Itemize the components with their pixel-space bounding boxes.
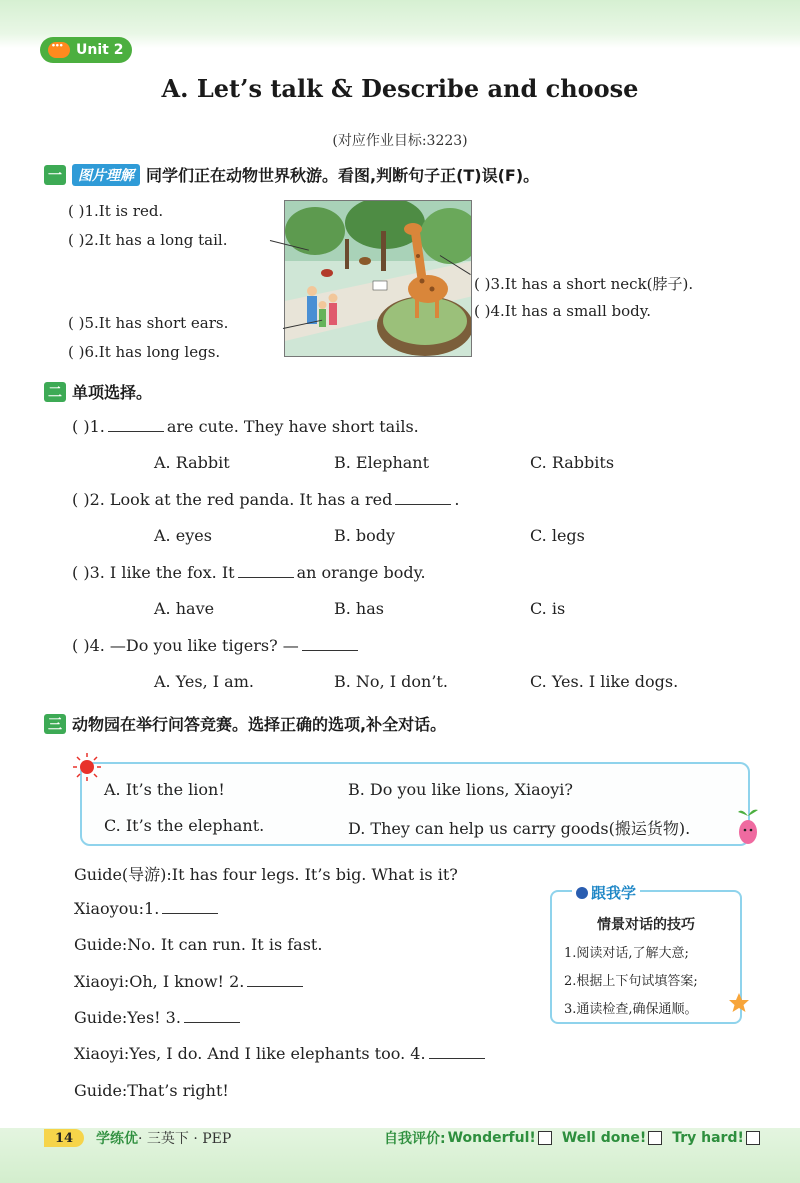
tip-head-label: 跟我学 <box>591 884 637 902</box>
book-name: 学练优 <box>96 1131 138 1147</box>
option-a: A. Yes, I am. <box>154 672 254 691</box>
option-a: A. Rabbit <box>154 453 230 472</box>
dialogue-text: Xiaoyi:Oh, I know! 2. <box>74 972 245 991</box>
dialogue-line-7: Guide:That’s right! <box>74 1081 229 1100</box>
eval-checkbox-well-done[interactable] <box>648 1131 662 1145</box>
option-c: C. legs <box>530 526 585 545</box>
section-instruction: 动物园在举行问答竞赛。选择正确的选项,补全对话。 <box>72 715 447 734</box>
eval-option-well-done: Well done! <box>561 1130 647 1146</box>
sun-icon <box>72 752 102 782</box>
option-c: C. Yes. I like dogs. <box>530 672 679 691</box>
dialogue-line-5 <box>74 1008 243 1027</box>
option-c: C. is <box>530 599 566 618</box>
choice-a: A. It’s the lion! <box>104 780 225 799</box>
speech-bubble-icon <box>48 42 70 58</box>
eval-option-wonderful: Wonderful! <box>447 1130 536 1146</box>
zoo-giraffe-picture <box>284 200 472 357</box>
star-icon <box>728 992 750 1014</box>
section-number: 二 <box>44 382 66 402</box>
question-stem-part: an orange body. <box>296 563 426 582</box>
page-title: A. Let’s talk & Describe and choose <box>161 74 639 103</box>
section-number: 三 <box>44 714 66 734</box>
option-b: B. No, I don’t. <box>334 672 448 691</box>
section-number: 一 <box>44 165 66 185</box>
section-2-header <box>44 380 152 403</box>
book-title <box>96 1128 231 1148</box>
dialogue-line-6 <box>74 1044 488 1063</box>
question-stem-part: ( )4. —Do you like tigers? — <box>72 636 299 655</box>
answer-blank[interactable] <box>395 491 451 505</box>
dialogue-line-3: Guide:No. It can run. It is fast. <box>74 935 323 954</box>
answer-blank[interactable] <box>238 564 294 578</box>
option-b: B. has <box>334 599 384 618</box>
option-c: C. Rabbits <box>530 453 615 472</box>
tip-box <box>550 884 742 1024</box>
eval-option-try-hard: Try hard! <box>672 1130 744 1146</box>
answer-blank[interactable] <box>429 1045 485 1059</box>
mc-question-1 <box>72 417 419 436</box>
tip-line-2: 2.根据上下句试填答案; <box>564 974 698 989</box>
dialogue-line-1: Guide(导游):It has four legs. It’s big. What is it? <box>74 865 458 884</box>
option-a: A. have <box>154 599 215 618</box>
answer-blank[interactable] <box>247 973 303 987</box>
answer-blank[interactable] <box>162 900 218 914</box>
tf-item-2: ( )2.It has a long tail. <box>68 231 228 249</box>
dialogue-line-2 <box>74 899 221 918</box>
dialogue-text: Xiaoyou:1. <box>74 899 160 918</box>
dialogue-text: Xiaoyi:Yes, I do. And I like elephants too. 4. <box>74 1044 426 1063</box>
tip-line-1: 1.阅读对话,了解大意; <box>564 946 689 961</box>
section-tag: 图片理解 <box>72 164 140 186</box>
mc-question-2 <box>72 490 459 509</box>
unit-label: Unit 2 <box>76 42 124 58</box>
tf-item-1: ( )1.It is red. <box>68 202 164 220</box>
section-3-header <box>44 712 446 735</box>
tip-title: 情景对话的技巧 <box>597 917 695 933</box>
bean-mascot-icon <box>736 806 760 846</box>
mc-question-4 <box>72 636 361 655</box>
question-stem-part: ( )2. Look at the red panda. It has a red <box>72 490 393 509</box>
answer-blank[interactable] <box>108 418 164 432</box>
page-number: 14 <box>44 1129 84 1147</box>
dialogue-text: Guide:Yes! 3. <box>74 1008 181 1027</box>
answer-blank[interactable] <box>302 637 358 651</box>
answer-blank[interactable] <box>184 1009 240 1023</box>
eval-checkbox-try-hard[interactable] <box>746 1131 760 1145</box>
choice-c: C. It’s the elephant. <box>104 816 265 835</box>
eval-checkbox-wonderful[interactable] <box>538 1131 552 1145</box>
tf-item-3: ( )3.It has a short neck(脖子). <box>474 275 694 293</box>
tf-item-4: ( )4.It has a small body. <box>474 302 651 320</box>
unit-badge <box>40 37 132 63</box>
giraffe-scene-illustration <box>285 201 472 357</box>
blueberry-icon <box>576 887 588 899</box>
mc-question-3 <box>72 563 426 582</box>
option-a: A. eyes <box>154 526 212 545</box>
tf-item-5: ( )5.It has short ears. <box>68 314 229 332</box>
tf-item-6: ( )6.It has long legs. <box>68 343 221 361</box>
choice-d: D. They can help us carry goods(搬运货物). <box>348 819 691 838</box>
eval-label: 自我评价: <box>384 1131 446 1147</box>
tip-header <box>572 882 640 903</box>
question-stem-part: . <box>454 490 460 509</box>
self-evaluation <box>384 1128 768 1148</box>
question-stem-part: ( )1. <box>72 417 105 436</box>
section-instruction: 单项选择。 <box>72 383 153 402</box>
question-stem-part: ( )3. I like the fox. It <box>72 563 235 582</box>
target-goal: (对应作业目标:3223) <box>332 133 468 149</box>
question-stem-part: are cute. They have short tails. <box>166 417 419 436</box>
tip-line-3: 3.通读检查,确保通顺。 <box>564 1002 698 1017</box>
option-b: B. Elephant <box>334 453 430 472</box>
dialogue-line-4 <box>74 972 306 991</box>
book-grade: · 三英下 · PEP <box>138 1131 232 1147</box>
section-instruction: 同学们正在动物世界秋游。看图,判断句子正(T)误(F)。 <box>146 166 540 185</box>
choice-b: B. Do you like lions, Xiaoyi? <box>348 780 573 799</box>
section-1-header <box>44 163 539 186</box>
choice-box <box>80 762 750 846</box>
option-b: B. body <box>334 526 396 545</box>
